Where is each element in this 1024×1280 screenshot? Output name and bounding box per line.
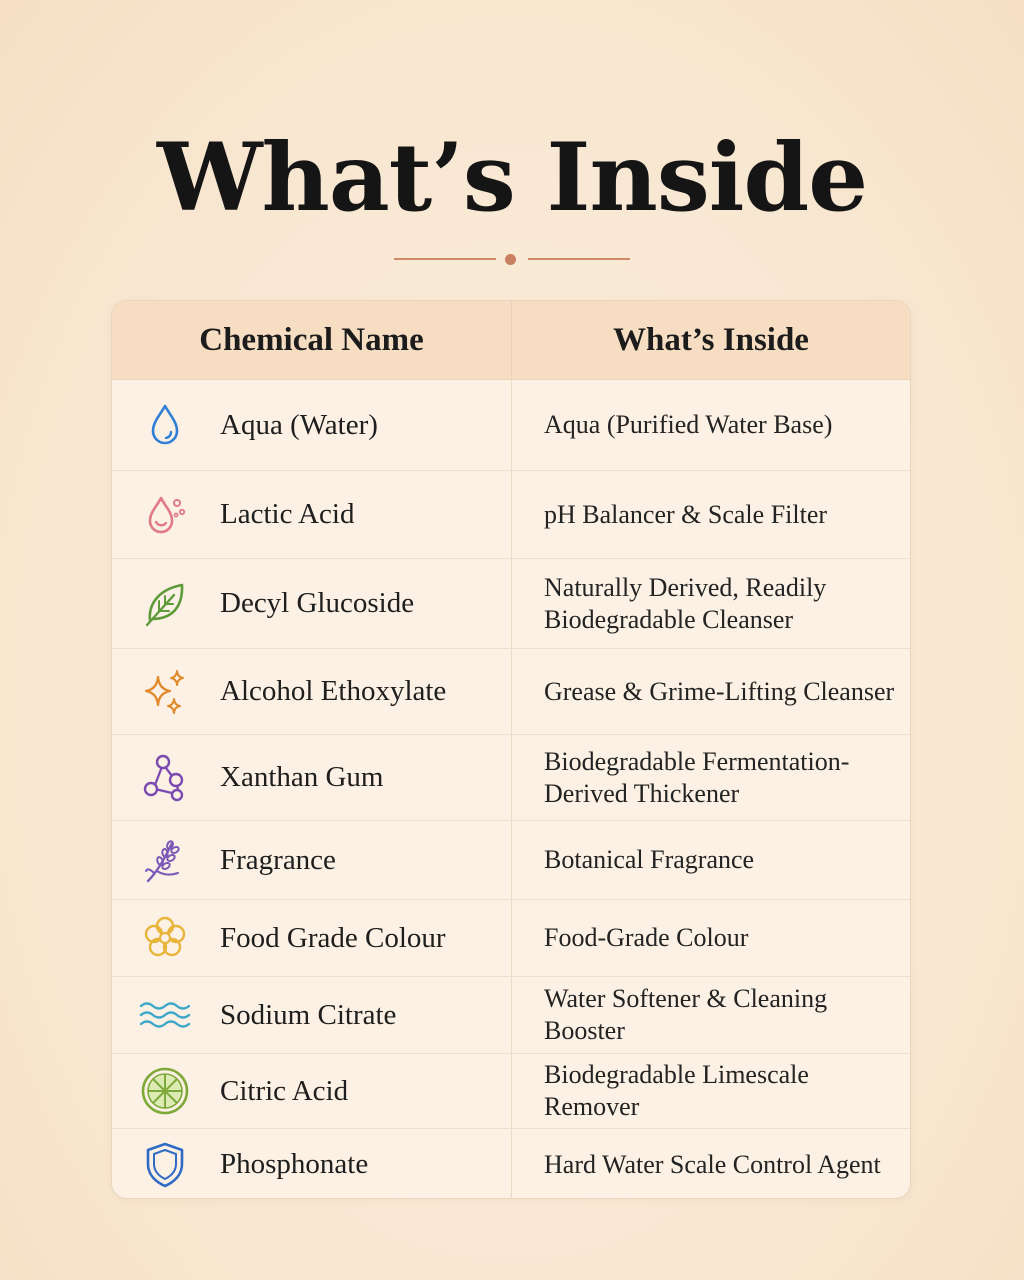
waves-icon: [138, 988, 192, 1042]
ingredient-description: Biodegradable Limescale Remover: [544, 1060, 809, 1121]
chemical-name: Citric Acid: [220, 1074, 349, 1107]
flower-icon: [138, 911, 192, 965]
lavender-icon: [138, 833, 192, 887]
lime-slice-icon: [138, 1064, 192, 1118]
page-title: What’s Inside: [156, 123, 868, 233]
table-row: [112, 735, 910, 821]
ingredient-description: pH Balancer & Scale Filter: [544, 499, 828, 529]
chemical-name: Fragrance: [220, 843, 336, 876]
chemical-name: Aqua (Water): [220, 408, 378, 441]
header-whats-inside: What’s Inside: [613, 321, 809, 358]
chemical-name: Xanthan Gum: [220, 761, 384, 793]
chemical-name: Decyl Glucoside: [220, 587, 415, 619]
table-row: [112, 649, 910, 735]
chemical-name: Lactic Acid: [220, 498, 355, 530]
sparkles-icon: [138, 665, 192, 719]
shield-icon: [138, 1138, 192, 1192]
table-row: [112, 1129, 910, 1199]
table-row: [112, 559, 910, 649]
header-chemical-name: Chemical Name: [112, 301, 512, 379]
table-row: [112, 471, 910, 559]
chemical-name: Phosphonate: [220, 1148, 369, 1180]
leaf-icon: [138, 577, 192, 631]
ingredient-description: Botanical Fragrance: [544, 845, 755, 874]
table-row: [112, 380, 910, 471]
table-row: [112, 1054, 910, 1129]
water-drop-icon: [138, 398, 192, 452]
ingredient-description: Grease & Grime-Lifting Cleanser: [544, 676, 895, 706]
chemical-name: Alcohol Ethoxylate: [220, 675, 447, 707]
ingredient-description: Naturally Derived, Readily Biodegradable Cleanser: [544, 572, 827, 634]
table-row: [112, 821, 910, 900]
molecule-icon: [138, 751, 192, 805]
table-row: [112, 900, 910, 977]
ingredient-description: Biodegradable Fermentation-Derived Thickener: [544, 746, 850, 808]
chemical-name: Sodium Citrate: [220, 998, 397, 1031]
ingredient-description: Water Softener & Cleaning Booster: [544, 984, 828, 1045]
ingredient-description: Aqua (Purified Water Base): [544, 410, 833, 439]
acid-drop-icon: [138, 488, 192, 542]
table-row: [112, 977, 910, 1054]
title-divider: [394, 252, 630, 266]
ingredient-description: Hard Water Scale Control Agent: [544, 1149, 881, 1179]
ingredient-description: Food-Grade Colour: [544, 923, 749, 952]
ingredients-table: [111, 300, 911, 1199]
table-header: [112, 301, 910, 380]
chemical-name: Food Grade Colour: [220, 921, 446, 954]
